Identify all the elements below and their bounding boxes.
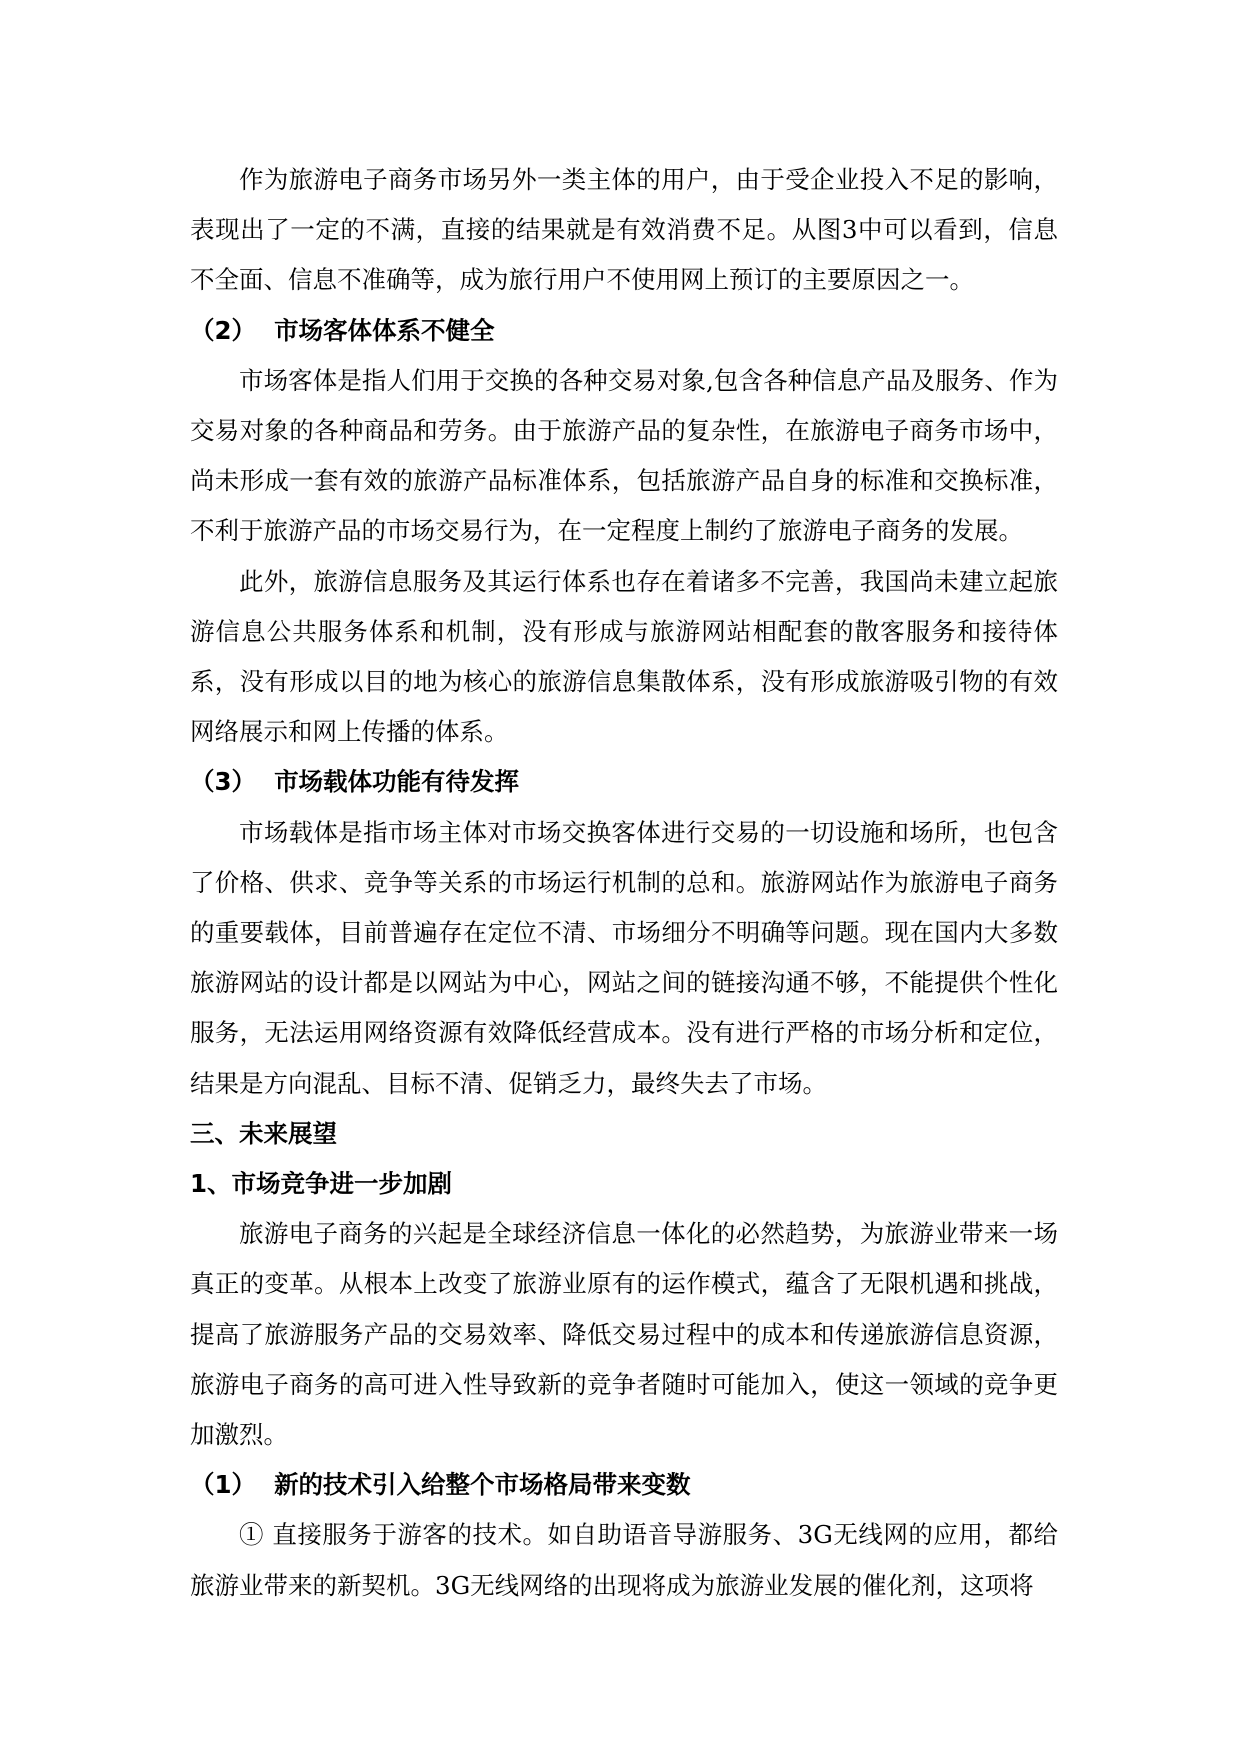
paragraph-direct-tourist-technology: ① 直接服务于游客的技术。如自助语音导游服务、3G无线网的应用，都给旅游业带来的新契机。3G无线网络的出现将成为旅游业发展的催化剂，这项将 (190, 1520, 1058, 1600)
paragraph-market-carrier-definition: 市场载体是指市场主体对市场交换客体进行交易的一切设施和场所，也包含了价格、供求、竞争等关系的市场运行机制的总和。旅游网站作为旅游电子商务的重要载体，目前普遍存在定位不清、市场细分不明确等问题。现在国内大多数旅游网站的设计都是以网站为中心，网站之间的链接沟通不够，不能提供个性化服务，无法运用网络资源有效降低经营成本。没有进行严格的市场分析和定位，结果是方向混乱、目标不清、促销乏力，最终失去了市场。 (190, 817, 1058, 1098)
paragraph-user-dissatisfaction: 作为旅游电子商务市场另外一类主体的用户，由于受企业投入不足的影响，表现出了一定的不满，直接的结果就是有效消费不足。从图3中可以看到，信息不全面、信息不准确等，成为旅行用户不使用网上预订的主要原因之一。 (190, 165, 1058, 295)
paragraph-competition-intensifies: 旅游电子商务的兴起是全球经济信息一体化的必然趋势，为旅游业带来一场真正的变革。从根本上改变了旅游业原有的运作模式，蕴含了无限机遇和挑战，提高了旅游服务产品的交易效率、降低交易过程中的成本和传递旅游信息资源，旅游电子商务的高可进入性导致新的竞争者随时可能加入，使这一领域的竞争更加激烈。 (190, 1219, 1058, 1450)
document-body (190, 155, 1058, 1611)
subsection-heading-competition: 1、市场竞争进一步加剧 (190, 1169, 453, 1199)
paragraph-market-object-definition: 市场客体是指人们用于交换的各种交易对象,包含各种信息产品及服务、作为交易对象的各种商品和劳务。由于旅游产品的复杂性，在旅游电子商务市场中，尚未形成一套有效的旅游产品标准体系，包括旅游产品自身的标准和交换标准，不利于旅游产品的市场交易行为，在一定程度上制约了旅游电子商务的发展。 (190, 365, 1058, 546)
subheading-number: （1） (190, 1470, 257, 1500)
subheading-market-carrier (190, 757, 1058, 807)
subheading-number: （3） (190, 767, 257, 797)
paragraph-info-service-system: 此外，旅游信息服务及其运行体系也存在着诸多不完善，我国尚未建立起旅游信息公共服务体系和机制，没有形成与旅游网站相配套的散客服务和接待体系，没有形成以目的地为核心的旅游信息集散体系，没有形成旅游吸引物的有效网络展示和网上传播的体系。 (190, 566, 1058, 747)
subheading-text: 新的技术引入给整个市场格局带来变数 (274, 1470, 691, 1500)
subheading-number: （2） (190, 315, 257, 345)
subheading-new-technology (190, 1460, 1058, 1510)
subheading-market-object (190, 306, 1058, 356)
subheading-text: 市场客体体系不健全 (274, 315, 495, 345)
section-heading-future-outlook: 三、未来展望 (190, 1118, 337, 1148)
subheading-text: 市场载体功能有待发挥 (274, 767, 520, 797)
